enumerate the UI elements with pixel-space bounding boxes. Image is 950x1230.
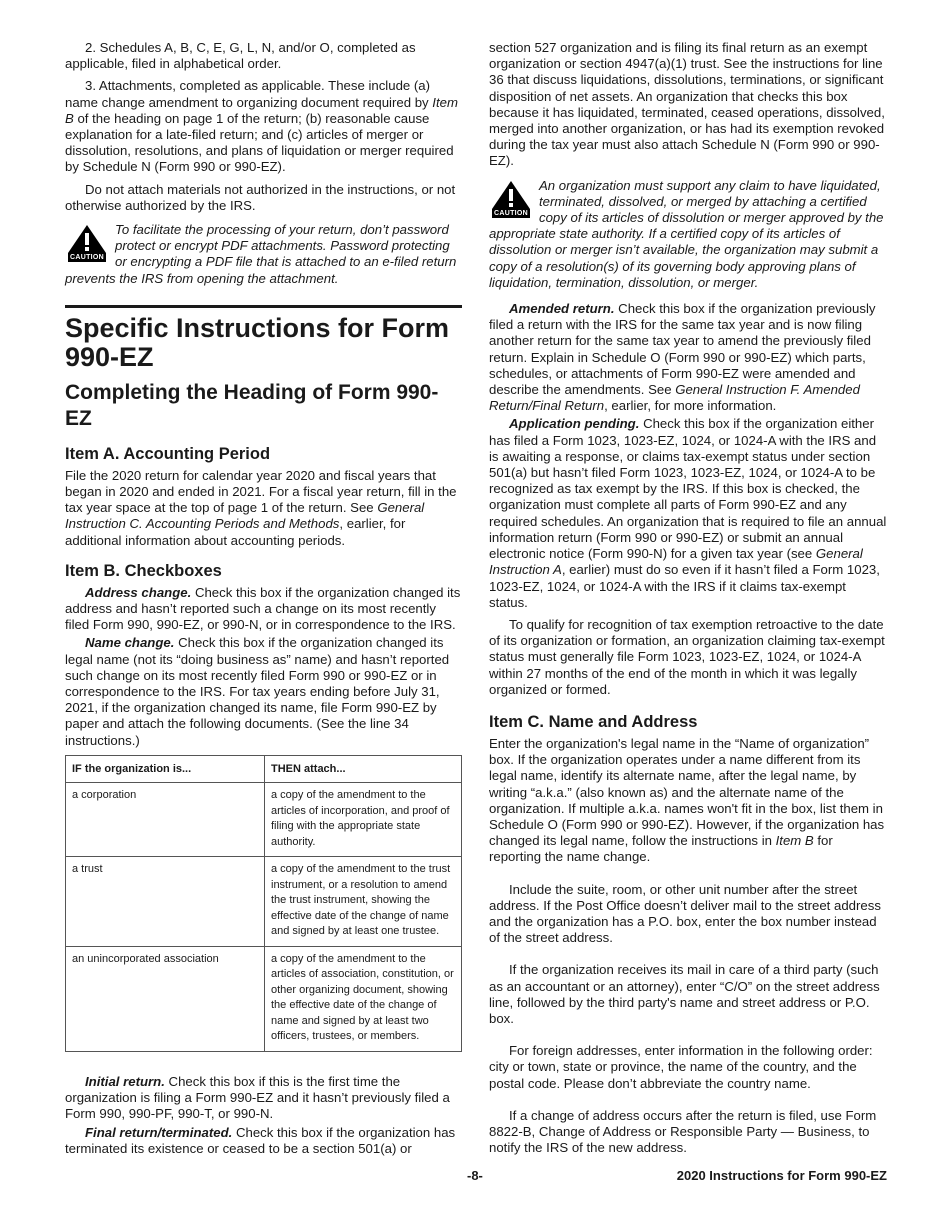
text-run: Enter the organization's legal name in the “Name of organization” box. If the organization operates under a name different from its legal name, identify its alternate name, after the legal name, by writing “a.k.a.” (also known as) and the alternate name of the organization. If multiple a.k.a. names won't fit in the box, list them in Schedule O (Form 990 or 990-EZ). However, if the organization has changed its legal name, follow the instructions in — [489, 735, 885, 849]
section-title: Specific Instructions for Form 990-EZ — [65, 312, 450, 372]
run-in-heading: Application pending. — [509, 416, 640, 432]
caution-icon — [65, 224, 109, 262]
right-column — [489, 40, 887, 1162]
list-item: 2. Schedules A, B, C, E, G, L, N, and/or O, completed as applicable, filed in alphabetical order. — [65, 40, 416, 72]
text-run: File the 2020 return for calendar year 2020 and fiscal years that began in 2020 and ended in 2021. For a fiscal year return, fill in the tax year space at the top of page 1 of the return. See — [65, 467, 457, 516]
caution-label: CAUTION — [494, 209, 528, 217]
table-cell: a copy of the amendment to the articles of association, constitution, or other organizing document, showing the effective date of the change of name and signed by at least two officers, trustees, or members. — [265, 946, 462, 1051]
item-c-heading: Item C. Name and Address — [489, 712, 698, 731]
caution-icon — [489, 180, 533, 218]
left-column — [65, 40, 462, 1163]
page-number: -8- — [467, 1168, 483, 1183]
caution-label: CAUTION — [70, 254, 104, 262]
text-run: 3. Attachments, completed as applicable. These include (a) name change amendment to organizing document required by — [65, 78, 433, 110]
text-run: , earlier, for more information. — [604, 398, 777, 414]
text-run: Check this box if the organization either has filed a Form 1023, 1023-EZ, 1024, or 1024-A with the IRS and is awaiting a response, or claims tax-exempt status under section 501(a) but hasn’t filed Form 1023, 1023-EZ, 1024, or 1024-A to be recognized as tax exempt by the IRS. If this box is checked, the organization must complete all parts of Form 990-EZ and any required schedules. An organization that is required to file an annual information return (Form 990 or 990-EZ) or submit an annual electronic notice (Form 990-N) for a given tax year (see — [489, 416, 887, 562]
text-emphasis: General Instruction C. Accounting Periods and Methods — [65, 500, 425, 532]
run-in-heading: Initial return. — [85, 1073, 165, 1089]
paragraph — [65, 1125, 462, 1157]
text-run: Check this box if the organization has terminated its existence or ceased to be a section 501(a) or — [65, 1124, 456, 1156]
paragraph: To qualify for recognition of tax exemption retroactive to the date of its organization or formation, an organization claiming tax-exempt status must generally file Form 1023, 1023-EZ, 1024, or 1024-A within 27 months of the end of the month in which it was legally organized or formed. — [489, 616, 885, 697]
text-run: , earlier) must do so even if it hasn’t filed a Form 1023, 1023-EZ, 1024, or 1024-A with the IRS if it claims tax-exempt status. — [489, 562, 880, 610]
caution-text: An organization must support any claim to have liquidated, terminated, dissolved, or merged by attaching a certified copy of its articles of dissolution or merger approved by the appropriate state authority. If a certified copy of its articles of dissolution or merger isn’t available, the organization may submit a copy of a resolution(s) of its governing body approving plans of liquidation, termination, dissolution, or merger. — [489, 177, 884, 290]
table-cell: a corporation — [66, 783, 265, 857]
table-row — [66, 783, 462, 857]
run-in-heading: Name change. — [85, 635, 175, 651]
column-header: THEN attach... — [265, 755, 462, 783]
text-run: Check this box if the organization changed its address and hasn’t reported such a change on its most recently filed Form 990, 990-EZ, or 990-N, or in correspondence to the IRS. — [65, 584, 461, 633]
text-run: Check this box if this is the first time the organization is filing a Form 990-EZ and it hasn’t previously filed a Form 990, 990-PF, 990-T, or 990-N. — [65, 1073, 450, 1122]
column-header: IF the organization is... — [66, 755, 265, 783]
paragraph — [65, 585, 462, 634]
text-run: Check this box if the organization changed its legal name (not its “doing business as” name) and hasn’t reported such change on its most recently filed Form 990 or 990-EZ or in correspondence to the IRS. For tax years ending before July 31, 2021, if the organization changed its name, file Form 990-EZ by paper and attach the following documents. (See the line 34 instructions.) — [65, 635, 450, 748]
item-a-heading: Item A. Accounting Period — [65, 444, 271, 463]
text-emphasis: Item B — [65, 94, 458, 126]
text-run: Check this box if the organization previously filed a return with the IRS for the same tax year and is now filing another return for the same tax year to amend the previously filed return. Explain in Schedule O (Form 990 or 990-EZ) which parts, schedules, or attachments of Form 990-EZ were amended and describe the amendments. See — [489, 301, 876, 398]
paragraph — [65, 468, 462, 549]
table-cell: a copy of the amendment to the articles of incorporation, and proof of filing with the appropriate state authority. — [265, 783, 462, 857]
text-emphasis: Item B — [775, 833, 814, 849]
run-in-heading: Amended return. — [509, 301, 615, 317]
list-item — [65, 78, 462, 175]
caution-note — [489, 178, 887, 291]
paragraph — [65, 1074, 462, 1123]
paragraph: If a change of address occurs after the return is filed, use Form 8822-B, Change of Address or Responsible Party — Business, to notify the IRS of the new address. — [489, 1107, 877, 1156]
caution-text: To facilitate the processing of your return, don’t password protect or encrypt PDF attachments. Password protecting or encrypting a PDF file that is attached to an e-filed return prevents the IRS from opening the attachment. — [65, 222, 457, 286]
table-row — [66, 946, 462, 1051]
text-emphasis: General Instruction F. Amended Return/Final Return — [489, 382, 860, 414]
item-b-heading: Item B. Checkboxes — [65, 561, 222, 580]
footer-title: 2020 Instructions for Form 990-EZ — [676, 1168, 887, 1183]
paragraph: section 527 organization and is filing its final return as an exempt organization or section 4947(a)(1) trust. See the instructions for line 36 that discuss liquidations, dissolutions, terminations, or significant disposition of net assets. An organization that checks this box because it has liquidated, terminated, ceased operations, dissolved, merged into another organization, or has had its exemption revoked during the tax year must also attach Schedule N (Form 990 or 990-EZ). — [489, 40, 885, 169]
attachment-table — [65, 755, 462, 1052]
paragraph: Include the suite, room, or other unit number after the street address. If the Post Office doesn’t deliver mail to the street address and the organization has a P.O. box, enter the box number instead of the street address. — [489, 881, 881, 946]
text-emphasis: General Instruction A — [489, 546, 863, 578]
section-rule — [65, 305, 462, 308]
text-run: , earlier, for additional information about accounting periods. — [65, 516, 406, 548]
table-cell: a trust — [66, 857, 265, 947]
run-in-heading: Address change. — [85, 584, 192, 600]
paragraph — [489, 416, 887, 610]
paragraph — [489, 301, 887, 414]
table-header-row — [66, 755, 462, 783]
paragraph: If the organization receives its mail in care of a third party (such as an accountant or an attorney), enter “C/O” on the street address line, followed by the third party's name and street address or P.O. box. — [489, 962, 880, 1026]
caution-note — [65, 222, 462, 287]
paragraph: Do not attach materials not authorized in the instructions, or not otherwise authorized by the IRS. — [65, 181, 456, 213]
paragraph — [65, 635, 462, 748]
text-run: for reporting the name change. — [489, 833, 833, 865]
paragraph — [489, 736, 887, 866]
paragraph: For foreign addresses, enter information in the following order: city or town, state or province, the name of the country, and the postal code. Please don’t abbreviate the country name. — [489, 1043, 873, 1091]
table-cell: a copy of the amendment to the trust instrument, or a resolution to amend the trust instrument, showing the effective date of the change of name and signed by at least one trustee. — [265, 857, 462, 947]
run-in-heading: Final return/terminated. — [85, 1124, 233, 1140]
subsection-title: Completing the Heading of Form 990-EZ — [65, 380, 439, 430]
table-row — [66, 857, 462, 947]
table-cell: an unincorporated association — [66, 946, 265, 1051]
text-run: of the heading on page 1 of the return; (b) reasonable cause explanation for a late-filed return; and (c) articles of merger or dissolution, resolutions, and plans of liquidation or merger required by Schedule N (Form 990 or 990-EZ). — [65, 110, 454, 175]
